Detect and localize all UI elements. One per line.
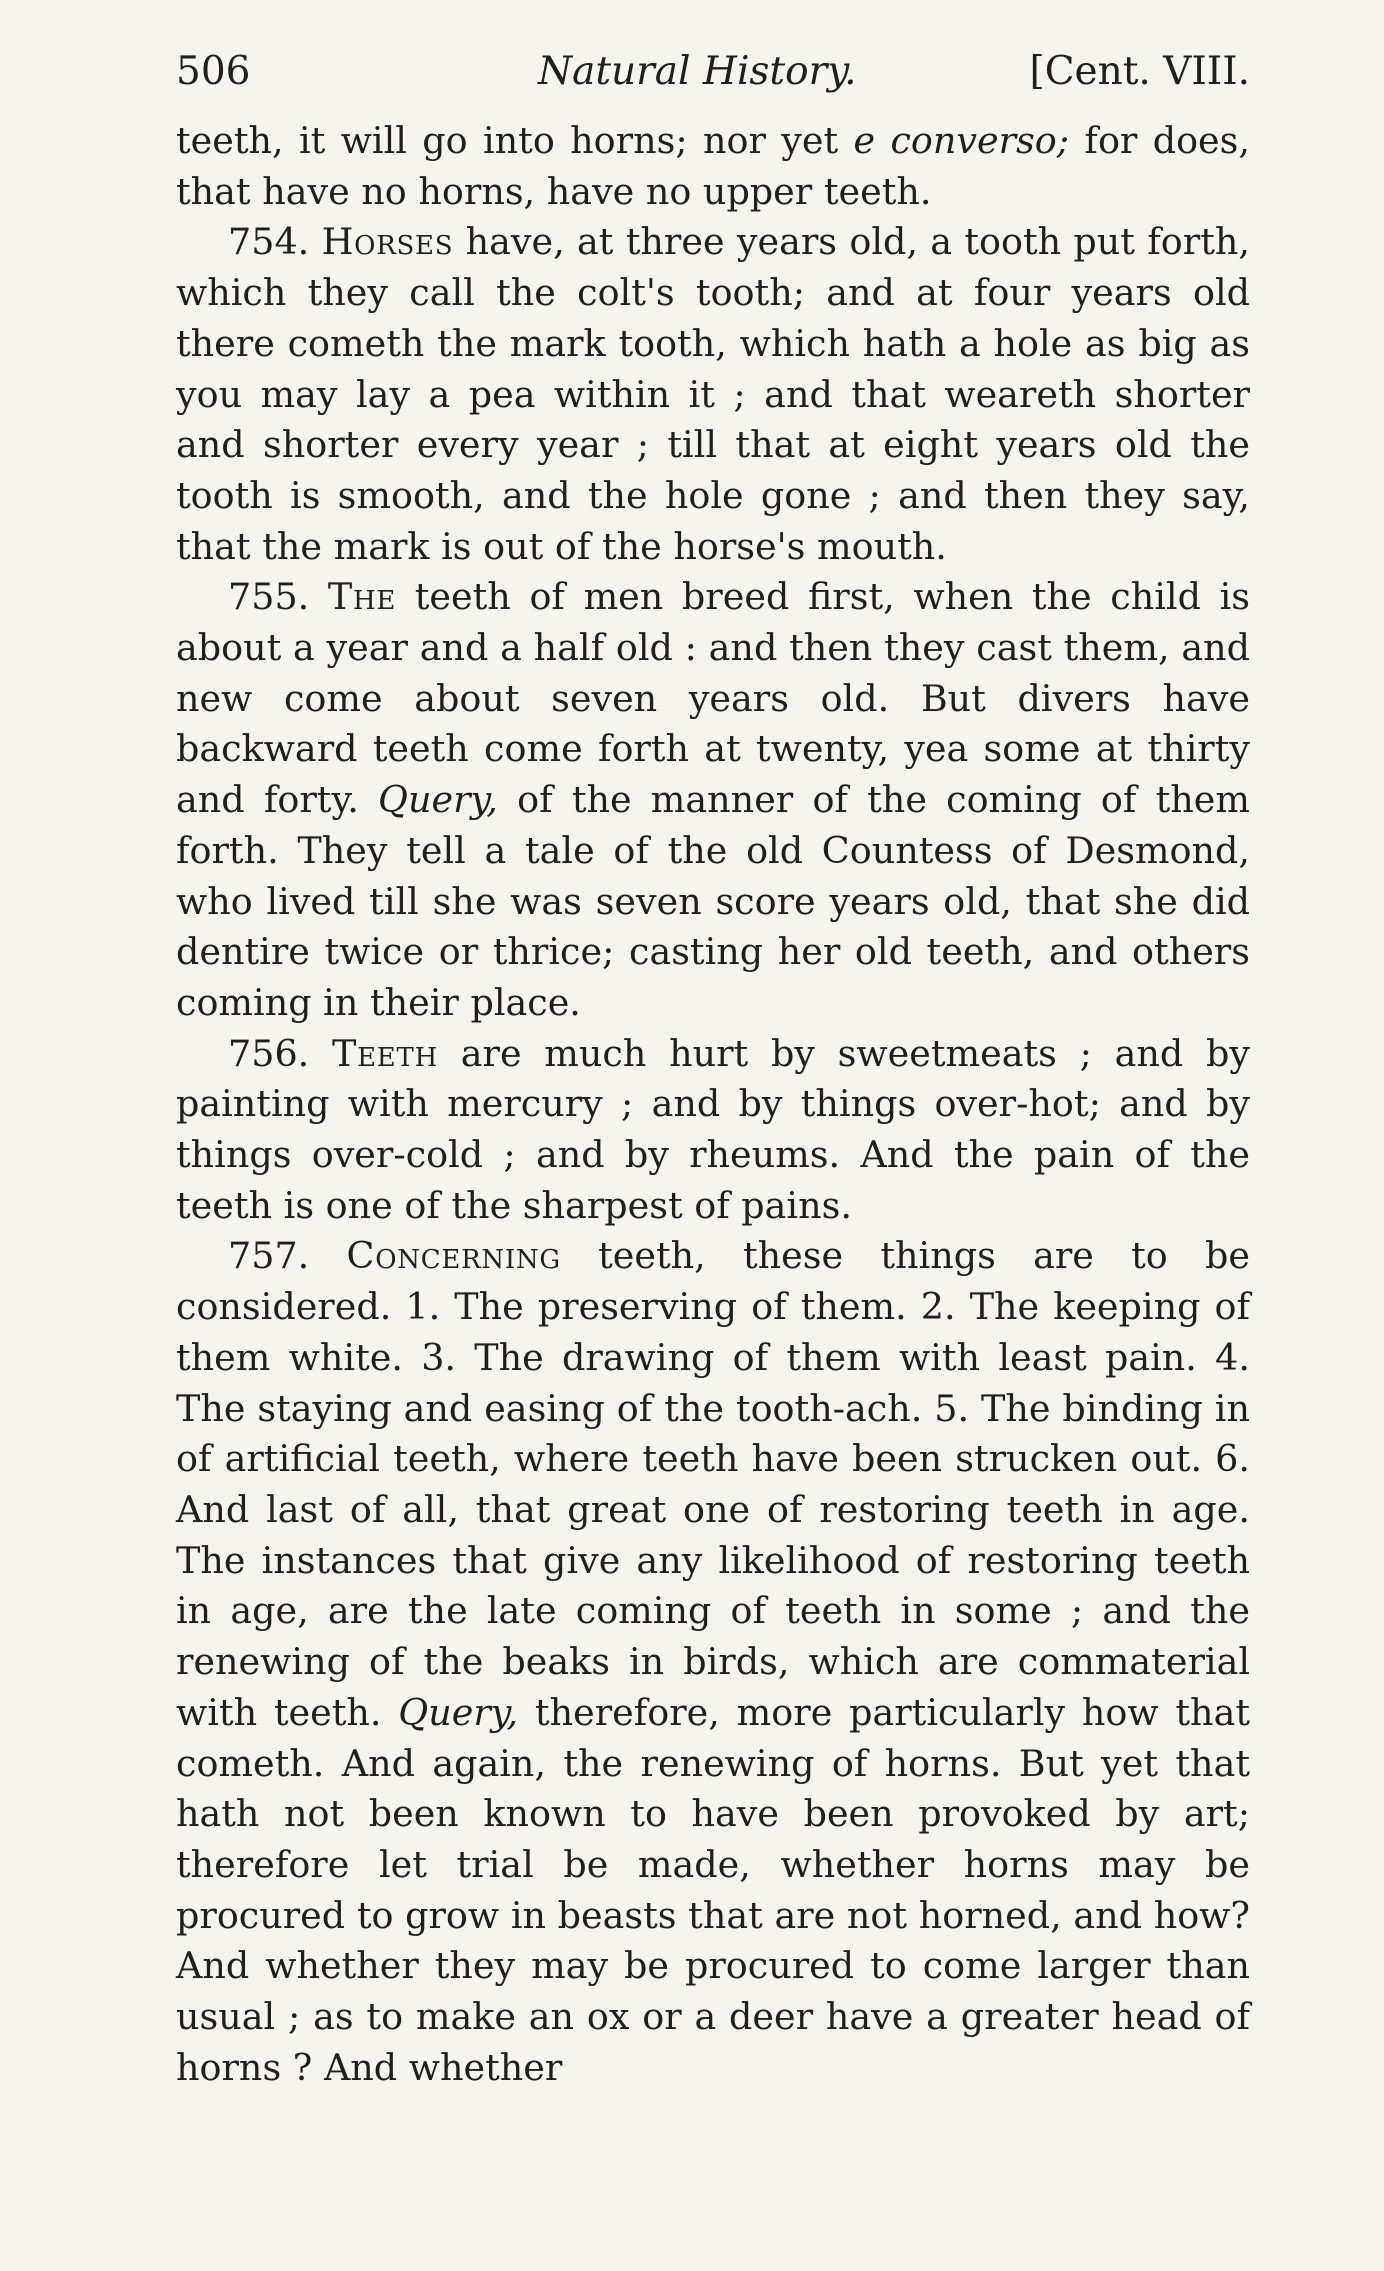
paragraph-756: [176, 1029, 1250, 1232]
italic-text-run: Query,: [398, 1690, 519, 1734]
body-text: [176, 116, 1250, 2093]
running-title: Natural History.: [538, 49, 857, 94]
paragraph-754: [176, 217, 1250, 572]
lead-word: Horses: [321, 220, 454, 264]
paragraph-number: 754.: [228, 220, 310, 264]
text-run: are much hurt by sweetmeats ; and by painting with mercury ; and by things over-hot; and by things over-cold ; and by rheums. And the pain of the teeth is one of the sharpest of pains.: [176, 1031, 1250, 1227]
italic-text-run: Query,: [378, 778, 498, 822]
lead-word: Concerning: [346, 1234, 561, 1278]
italic-text-run: e converso;: [853, 119, 1070, 162]
text-run: of the manner of the coming of them forth. They tell a tale of the old Countess of Desmond, who lived till she was seven score years old, that she did dentire twice or thrice; casting her old teeth, and others coming in their place.: [176, 778, 1250, 1024]
paragraph-757: [176, 1231, 1250, 2093]
text-run: teeth, it will go into horns; nor yet: [176, 119, 854, 162]
page-header: [176, 42, 1250, 102]
paragraph-carryover: [176, 116, 1250, 217]
text-run: therefore, more particularly how that cometh. And again, the renewing of horns. But yet that hath not been known to have been provoked by art; therefore let trial be made, whether horns may be procured to grow in beasts that are not horned, and how? And whether they may be procured to come larger than usual ; as to make an ox or a deer have a greater head of horns ? And whether: [176, 1690, 1250, 2089]
paragraph-number: 756.: [228, 1031, 310, 1075]
lead-word: The: [327, 575, 397, 619]
text-run: have, at three years old, a tooth put forth, which they call the colt's tooth; and at four years old there cometh the mark tooth, which hath a hole as big as you may lay a pea within it ; and that weareth shorter and shorter every year ; till that at eight years old the tooth is smooth, and the hole gone ; and then they say, that the mark is out of the horse's mouth.: [176, 220, 1250, 568]
section-label: [Cent. VIII.: [1029, 49, 1250, 94]
paragraph-number: 757.: [228, 1234, 310, 1278]
page-number: 506: [176, 49, 251, 94]
paragraph-number: 755.: [228, 575, 310, 619]
text-run: teeth, these things are to be considered. 1. The preserving of them. 2. The keeping of them white. 3. The drawing of them with least pain. 4. The staying and easing of the tooth-ach. 5. The binding in of artificial teeth, where teeth have been strucken out. 6. And last of all, that great one of restoring teeth in age. The instances that give any likelihood of restoring teeth in age, are the late coming of teeth in some ; and the renewing of the beaks in birds, which are commaterial with teeth.: [176, 1234, 1250, 1734]
paragraph-755: [176, 572, 1250, 1028]
text-run: for does, that have no horns, have no upper teeth.: [176, 119, 1250, 213]
text-run: teeth of men breed first, when the child is about a year and a half old : and then they cast them, and new come about seven years old. But divers have backward teeth come forth at twenty, yea some at thirty and forty.: [176, 575, 1250, 822]
lead-word: Teeth: [332, 1031, 438, 1075]
